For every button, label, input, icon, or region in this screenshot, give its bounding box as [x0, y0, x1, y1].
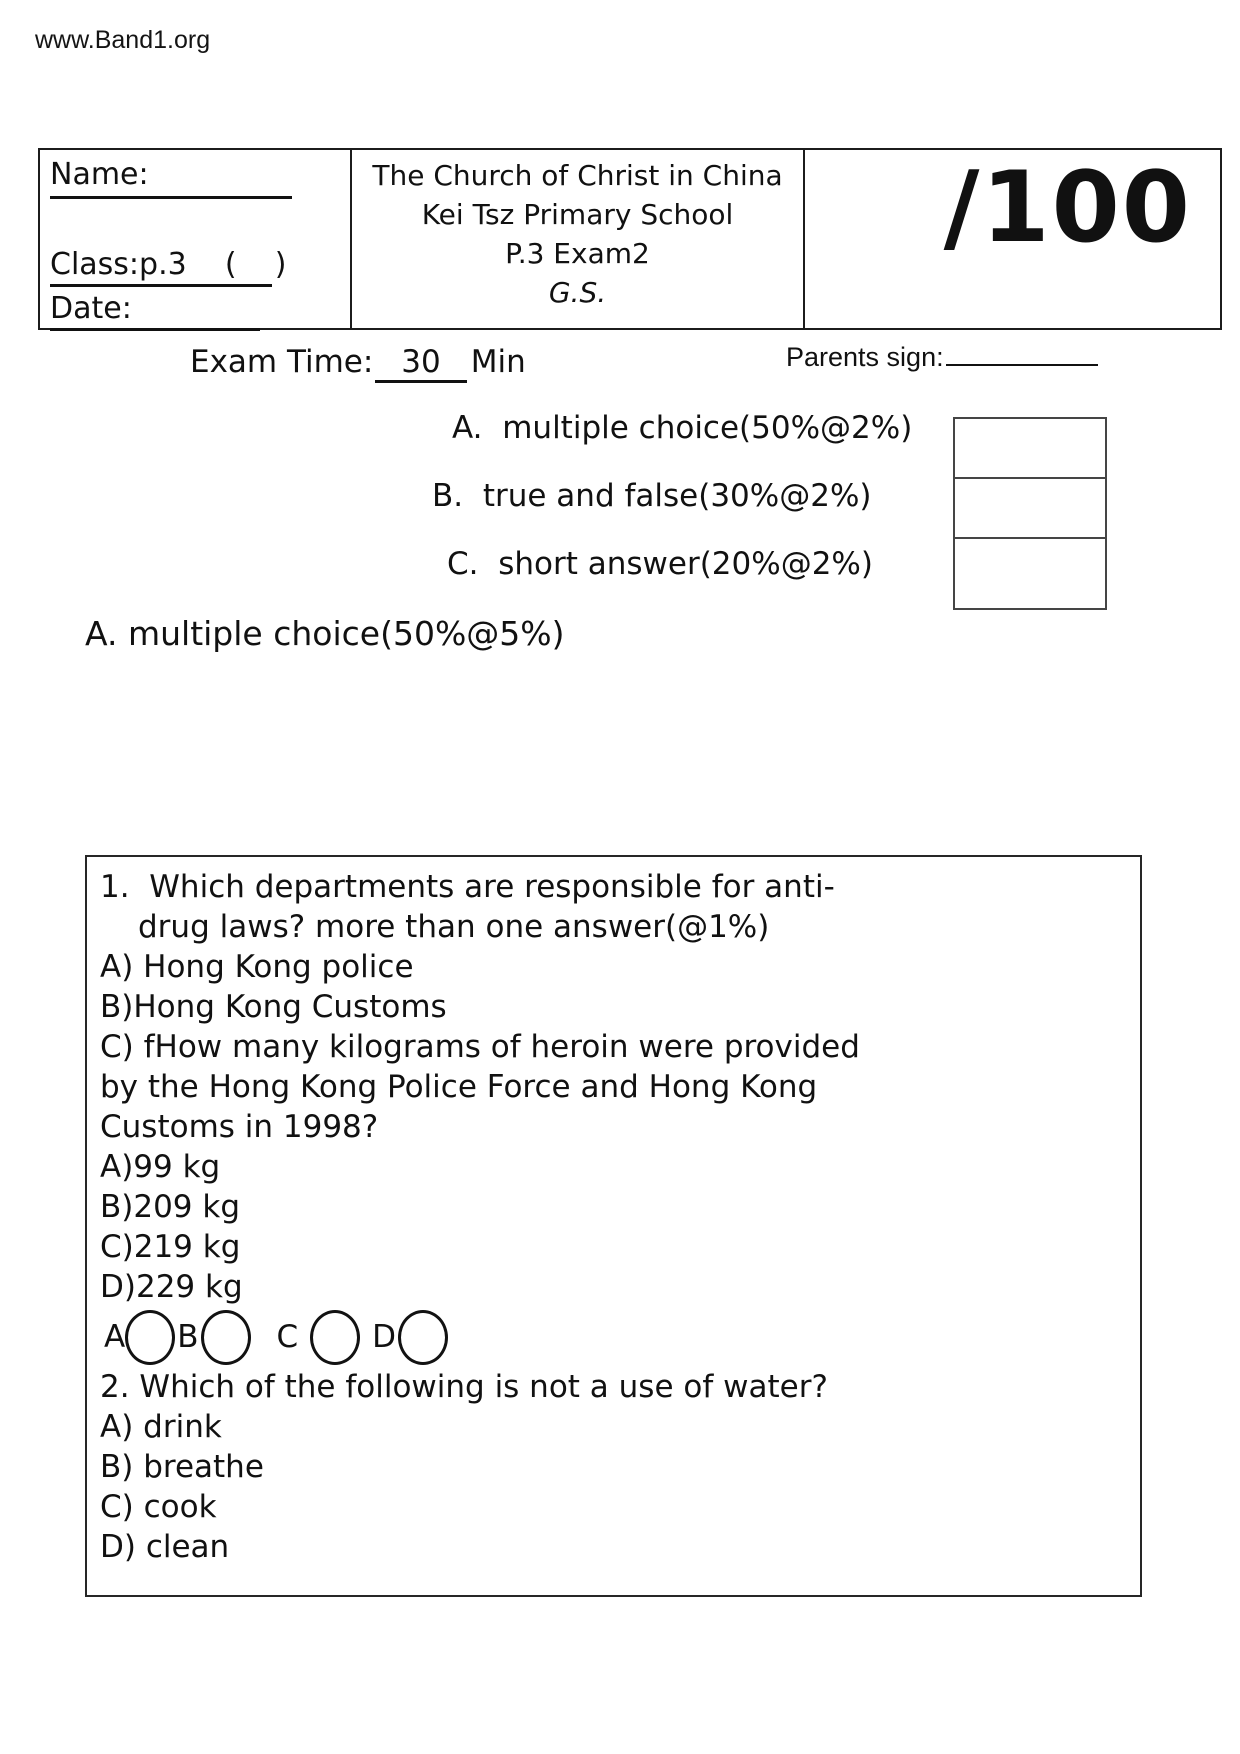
school-title-cell [352, 150, 805, 328]
exam-title: P.3 Exam2 [505, 237, 650, 270]
school-name-line-1: The Church of Christ in China [372, 159, 783, 192]
site-watermark: www.Band1.org [35, 26, 211, 54]
question-2-option-d: D) clean [100, 1529, 230, 1565]
section-weight-a: A. multiple choice(50%@2%) [452, 410, 913, 446]
question-2-option-a: A) drink [100, 1409, 222, 1445]
header-table [38, 148, 1222, 330]
school-name-line-2: Kei Tsz Primary School [421, 198, 734, 231]
student-info-cell [40, 150, 352, 328]
question-1-option-c-line: Customs in 1998? [100, 1109, 379, 1145]
question-1-option-b: B)Hong Kong Customs [100, 989, 447, 1025]
score-entry-table [953, 417, 1107, 610]
bubble-label-d: D [372, 1319, 397, 1355]
question-1-option-kg-a: A)99 kg [100, 1149, 221, 1185]
question-1-option-c-line: C) fHow many kilograms of heroin were provided [100, 1029, 860, 1065]
answer-bubble-d[interactable] [398, 1310, 448, 1365]
subject-label: G.S. [548, 276, 607, 309]
question-1 [100, 867, 1126, 1307]
part-a-heading: A. multiple choice(50%@5%) [85, 614, 565, 653]
total-score-cell [805, 150, 1220, 328]
exam-time-label: Exam Time: [190, 344, 374, 380]
question-1-option-kg-d: D)229 kg [100, 1269, 243, 1305]
score-entry-cell-b[interactable] [955, 479, 1105, 539]
exam-time-row [190, 344, 526, 383]
exam-time-unit: Min [470, 344, 526, 380]
total-score-denominator: /100 [943, 151, 1192, 265]
bubble-label-c: C [276, 1319, 299, 1355]
question-1-option-kg-c: C)219 kg [100, 1229, 241, 1265]
answer-bubble-b[interactable] [201, 1310, 251, 1365]
question-1-text-line: drug laws? more than one answer(@1%) [138, 909, 770, 945]
date-field[interactable]: Date: [50, 292, 260, 331]
section-weight-b: B. true and false(30%@2%) [432, 478, 872, 514]
question-2-text-line: 2. Which of the following is not a use of water? [100, 1369, 828, 1405]
exam-time-value: 30 [375, 344, 466, 383]
answer-bubble-row [100, 1307, 1126, 1367]
parents-sign-row [786, 338, 1098, 373]
name-field[interactable]: Name: [50, 158, 292, 199]
bubble-label-a: A [104, 1319, 126, 1355]
parents-sign-label: Parents sign: [786, 342, 944, 372]
bubble-label-b: B [177, 1319, 199, 1355]
question-1-option-a: A) Hong Kong police [100, 949, 414, 985]
question-1-text-line: 1. Which departments are responsible for anti- [100, 869, 835, 905]
parents-sign-line[interactable] [946, 338, 1098, 366]
score-entry-cell-c[interactable] [955, 539, 1105, 608]
question-2 [100, 1367, 1126, 1567]
answer-bubble-c[interactable] [310, 1310, 360, 1365]
question-1-option-kg-b: B)209 kg [100, 1189, 241, 1225]
class-field[interactable]: Class:p.3 ( ) [50, 248, 272, 287]
answer-bubble-a[interactable] [125, 1310, 175, 1365]
question-box [85, 855, 1142, 1597]
question-1-option-c-line: by the Hong Kong Police Force and Hong Kong [100, 1069, 818, 1105]
section-weight-c: C. short answer(20%@2%) [447, 546, 873, 582]
question-2-option-c: C) cook [100, 1489, 217, 1525]
score-entry-cell-a[interactable] [955, 419, 1105, 479]
question-2-option-b: B) breathe [100, 1449, 264, 1485]
